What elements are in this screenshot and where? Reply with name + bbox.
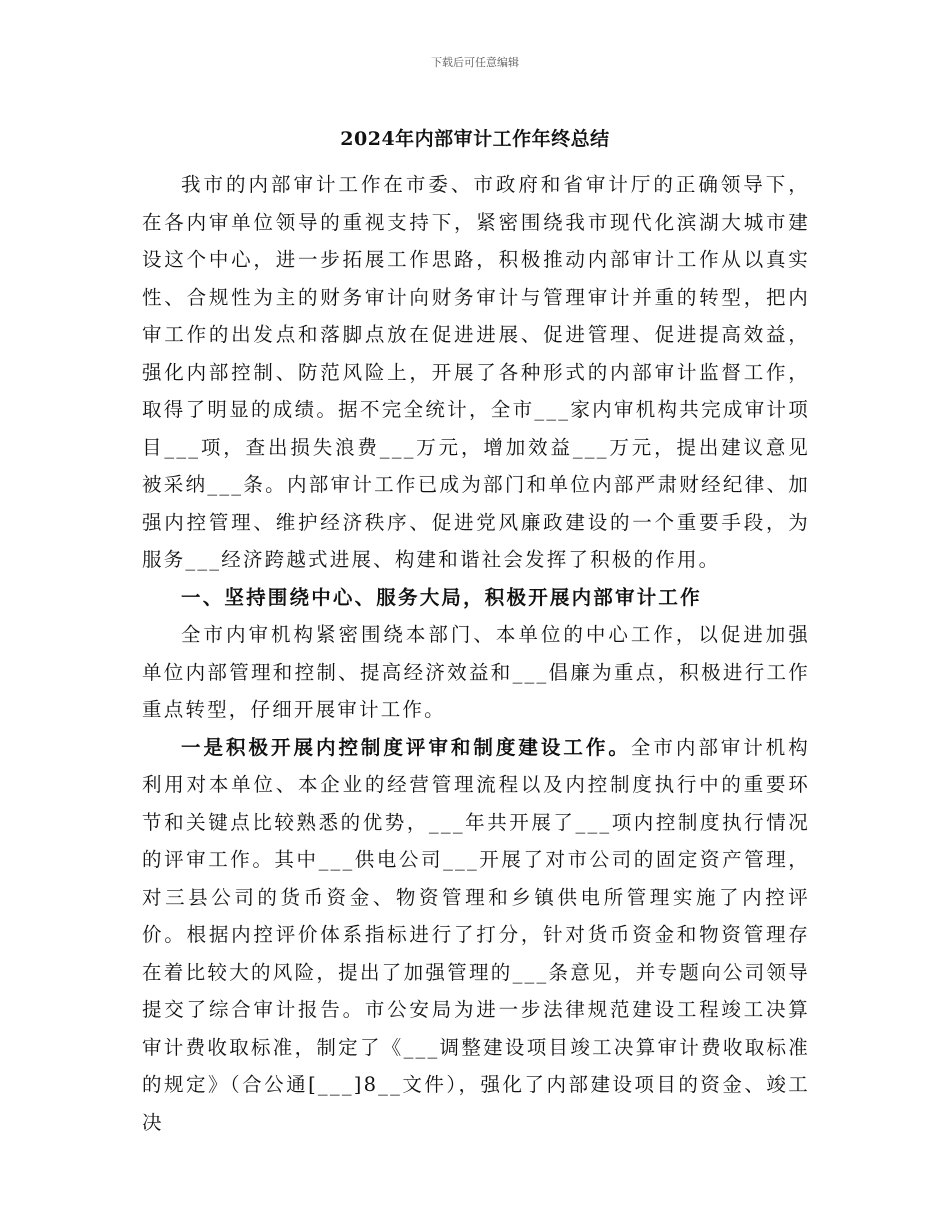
document-title: 2024年内部审计工作年终总结 — [340, 128, 610, 150]
section-1-paragraph: 全市内审机构紧密围绕本部门、本单位的中心工作，以促进加强单位内部管理和控制、提高经济效益和___倡廉为重点，积极进行工作重点转型，仔细开展审计工作。 — [142, 623, 810, 721]
header-note: 下载后可任意编辑 — [431, 56, 519, 69]
document-body — [142, 166, 810, 1141]
item-1-lead: 一是积极开展内控制度评审和制度建设工作。 — [181, 735, 631, 759]
item-1-paragraph — [142, 729, 810, 1142]
intro-paragraph: 我市的内部审计工作在市委、市政府和省审计厅的正确领导下，在各内审单位领导的重视支持下，紧密围绕我市现代化滨湖大城市建设这个中心，进一步拓展工作思路，积极推动内部审计工作从以真实性、合规性为主的财务审计向财务审计与管理审计并重的转型，把内审工作的出发点和落脚点放在促进进展、促进管理、促进提高效益，强化内部控制、防范风险上，开展了各种形式的内部审计监督工作，取得了明显的成绩。据不完全统计，全市___家内审机构共完成审计项目___项，查出损失浪费___万元，增加效益___万元，提出建议意见被采纳___条。内部审计工作已成为部门和单位内部严肃财经纪律、加强内控管理、维护经济秩序、促进党风廉政建设的一个重要手段，为服务___经济跨越式进展、构建和谐社会发挥了积极的作用。 — [142, 173, 810, 571]
item-1-body: 全市内部审计机构利用对本单位、本企业的经营管理流程以及内控制度执行中的重要环节和关键点比较熟悉的优势，___年共开展了___项内控制度执行情况的评审工作。其中___供电公司___开展了对市公司的固定资产管理，对三县公司的货币资金、物资管理和乡镇供电所管理实施了内控评价。根据内控评价体系指标进行了打分，针对货币资金和物资管理存在着比较大的风险，提出了加强管理的___条意见，并专题向公司领导提交了综合审计报告。市公安局为进一步法律规范建设工程竣工决算审计费收取标准，制定了《___调整建设项目竣工决算审计费收取标准的规定》（合公通[___]8__文件），强化了内部建设项目的资金、竣工决 — [142, 735, 810, 1134]
section-heading-1: 一、坚持围绕中心、服务大局，积极开展内部审计工作 — [181, 585, 702, 609]
